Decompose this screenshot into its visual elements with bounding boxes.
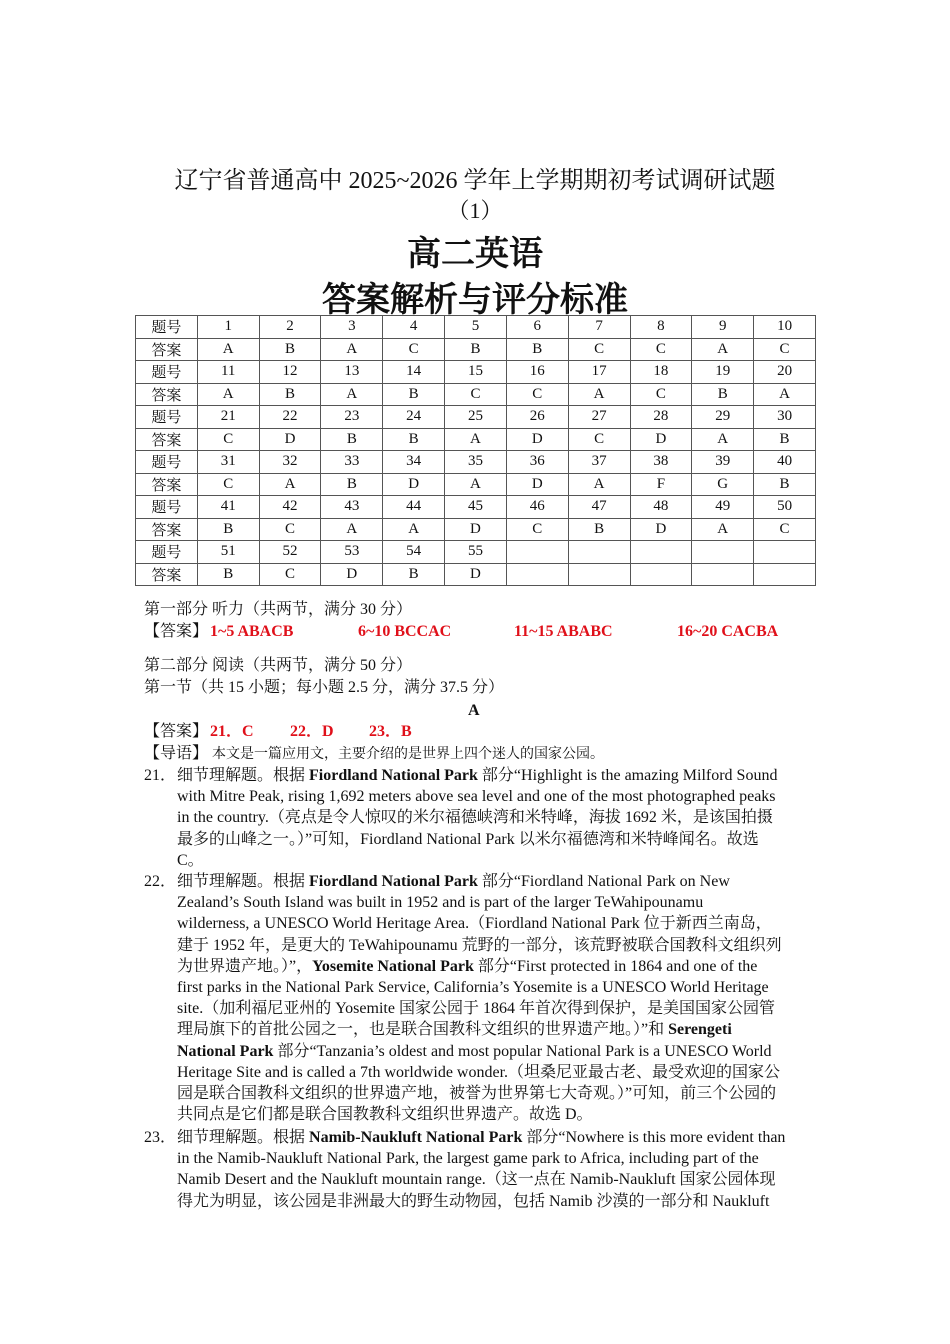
table-cell: C — [630, 338, 692, 361]
text-segment: Zealand’s South Island was built in 1952 and is part of the larger TeWahipounamu — [177, 894, 704, 912]
table-cell: D — [321, 563, 383, 586]
text-segment: 细节理解题。根据 — [177, 873, 310, 890]
table-cell — [630, 541, 692, 564]
table-cell: 18 — [630, 361, 692, 384]
table-cell: 6 — [506, 316, 568, 339]
table-cell: 15 — [445, 361, 507, 384]
table-cell: 13 — [321, 361, 383, 384]
text-segment: 建于 1952 年，是更大的 TeWahipounamu 荒野的一部分，该荒野被联合国教科文组织列 — [177, 936, 782, 954]
table-cell: A — [197, 338, 259, 361]
table-row — [136, 451, 816, 474]
row-header: 题号 — [136, 361, 198, 384]
table-cell: 3 — [321, 316, 383, 339]
table-row — [136, 541, 816, 564]
text-segment: wilderness, a UNESCO World Heritage Area.（Fiordland National Park 位于新西兰南岛， — [177, 915, 772, 933]
subject-title: 高二英语 — [407, 236, 543, 273]
text-segment: 细节理解题。根据 — [177, 767, 310, 784]
table-cell: A — [692, 518, 754, 541]
table-cell: D — [383, 473, 445, 496]
answer-table — [135, 315, 816, 586]
table-row — [136, 338, 816, 361]
table-cell: B — [754, 473, 816, 496]
explanation-line — [177, 1149, 759, 1169]
explanation-line — [177, 872, 730, 892]
table-cell: 29 — [692, 406, 754, 429]
table-cell — [568, 541, 630, 564]
table-cell: B — [259, 338, 321, 361]
table-cell: 24 — [383, 406, 445, 429]
table-cell — [506, 563, 568, 586]
park-name: Serengeti — [668, 1021, 732, 1039]
park-name: Fiordland National Park — [309, 873, 478, 890]
text-segment: Namib Desert and the Naukluft mountain range.（这一点在 Namib-Naukluft 国家公园体现 — [177, 1171, 776, 1189]
table-cell: 33 — [321, 451, 383, 474]
table-cell: 41 — [197, 496, 259, 519]
table-cell: B — [321, 473, 383, 496]
table-cell — [692, 541, 754, 564]
table-cell: C — [506, 518, 568, 541]
table-cell: A — [568, 473, 630, 496]
table-cell: 8 — [630, 316, 692, 339]
explanation-line — [177, 999, 775, 1019]
table-cell: B — [383, 428, 445, 451]
table-cell: 31 — [197, 451, 259, 474]
table-cell: 12 — [259, 361, 321, 384]
table-cell: 2 — [259, 316, 321, 339]
table-row — [136, 563, 816, 586]
passage-label: A — [468, 702, 480, 719]
table-cell: B — [321, 428, 383, 451]
doc-title: 辽宁省普通高中 2025~2026 学年上学期期初考试调研试题 — [174, 168, 776, 194]
table-cell: 21 — [197, 406, 259, 429]
explanation-line — [177, 1020, 732, 1040]
explanation-line — [177, 914, 772, 934]
table-cell: C — [445, 383, 507, 406]
part1-answer-label: 【答案】 — [144, 623, 209, 640]
text-segment: 部分“First protected in 1864 and one of the — [473, 957, 758, 975]
text-segment: with Mitre Peak, rising 1,692 meters above sea level and one of the most photographed peaks — [177, 788, 776, 806]
table-cell: 35 — [445, 451, 507, 474]
text-segment: Heritage Site and is called a 7th worldwide wonder.（坦桑尼亚最古老、最受欢迎的国家公 — [177, 1063, 781, 1081]
part1-answer-group: 1~5 ABACB — [210, 623, 294, 640]
table-cell: C — [197, 473, 259, 496]
table-cell: 27 — [568, 406, 630, 429]
explanation-line — [177, 1042, 772, 1062]
table-cell — [506, 541, 568, 564]
table-row — [136, 361, 816, 384]
table-cell: 17 — [568, 361, 630, 384]
table-row — [136, 473, 816, 496]
text-segment: 得尤为明显，该公园是非洲最大的野生动物园，包括 Namib 沙漠的一部分和 Naukluft — [177, 1192, 770, 1210]
row-header: 答案 — [136, 428, 198, 451]
table-cell: A — [445, 473, 507, 496]
table-cell: 30 — [754, 406, 816, 429]
explanation-line — [177, 787, 776, 807]
explanation-line — [177, 1084, 776, 1104]
table-cell: C — [754, 518, 816, 541]
table-cell: 52 — [259, 541, 321, 564]
table-cell: 48 — [630, 496, 692, 519]
table-cell: B — [445, 338, 507, 361]
guide-label: 【导语】 — [144, 745, 209, 762]
part1-heading: 第一部分 听力（共两节，满分 30 分） — [144, 601, 413, 618]
table-cell: 19 — [692, 361, 754, 384]
text-segment: C。 — [177, 851, 204, 869]
table-cell: C — [259, 563, 321, 586]
table-cell: 51 — [197, 541, 259, 564]
table-cell: A — [197, 383, 259, 406]
part2-answer: 23．B — [369, 723, 412, 740]
table-cell: 45 — [445, 496, 507, 519]
table-cell: D — [506, 473, 568, 496]
table-cell: 43 — [321, 496, 383, 519]
table-cell: A — [445, 428, 507, 451]
table-cell: B — [383, 383, 445, 406]
part2-answer: 22．D — [290, 723, 334, 740]
table-cell: A — [692, 338, 754, 361]
text-segment: 部分“Fiordland National Park on New — [477, 873, 730, 890]
explanation-line — [177, 957, 757, 977]
explanation-line — [177, 1128, 785, 1148]
text-segment: 部分“Highlight is the amazing Milford Sound — [477, 767, 778, 784]
table-cell — [754, 541, 816, 564]
explanation-line — [177, 808, 773, 828]
park-name: Yosemite National Park — [312, 957, 474, 975]
explanation-line — [177, 1192, 769, 1212]
explanation-line — [177, 893, 703, 913]
table-cell: A — [321, 383, 383, 406]
table-cell: C — [259, 518, 321, 541]
table-cell: 14 — [383, 361, 445, 384]
text-segment: 部分“Nowhere is this more evident than — [522, 1129, 786, 1146]
explanation-line — [177, 766, 777, 786]
park-name: Fiordland National Park — [309, 767, 478, 784]
table-cell: 47 — [568, 496, 630, 519]
table-cell: A — [568, 383, 630, 406]
question-number: 23． — [144, 1129, 177, 1146]
explanation-line — [177, 1170, 776, 1190]
table-row — [136, 383, 816, 406]
row-header: 题号 — [136, 496, 198, 519]
table-cell: 22 — [259, 406, 321, 429]
park-name: Namib-Naukluft National Park — [309, 1129, 523, 1146]
table-cell: 34 — [383, 451, 445, 474]
table-cell: D — [445, 563, 507, 586]
text-segment: 共同点是它们都是联合国教教科文组织世界遗产。故选 D。 — [177, 1106, 593, 1124]
table-cell: 42 — [259, 496, 321, 519]
table-cell: C — [568, 428, 630, 451]
table-cell: C — [568, 338, 630, 361]
table-cell: 7 — [568, 316, 630, 339]
table-cell — [630, 563, 692, 586]
table-cell: D — [259, 428, 321, 451]
row-header: 答案 — [136, 518, 198, 541]
table-cell: 39 — [692, 451, 754, 474]
table-cell: 11 — [197, 361, 259, 384]
park-name: National Park — [177, 1042, 274, 1060]
table-cell: 54 — [383, 541, 445, 564]
question-number: 22． — [144, 873, 177, 890]
table-cell: D — [445, 518, 507, 541]
part1-answer-group: 11~15 ABABC — [514, 623, 613, 640]
table-cell: D — [630, 428, 692, 451]
row-header: 答案 — [136, 563, 198, 586]
doc-subtitle: 答案解析与评分标准 — [322, 282, 628, 319]
table-cell: A — [321, 338, 383, 361]
table-cell: C — [383, 338, 445, 361]
explanation-line — [177, 936, 782, 956]
part2-answer-label: 【答案】 — [144, 723, 209, 740]
part2-heading: 第二部分 阅读（共两节，满分 50 分） — [144, 657, 413, 674]
table-cell: 20 — [754, 361, 816, 384]
table-row — [136, 316, 816, 339]
table-cell: D — [506, 428, 568, 451]
table-cell: F — [630, 473, 692, 496]
row-header: 题号 — [136, 541, 198, 564]
row-header: 答案 — [136, 383, 198, 406]
part2-answer: 21．C — [210, 723, 254, 740]
part1-answer-group: 6~10 BCCAC — [358, 623, 452, 640]
table-cell: 46 — [506, 496, 568, 519]
row-header: 答案 — [136, 338, 198, 361]
table-cell: 1 — [197, 316, 259, 339]
table-cell: 53 — [321, 541, 383, 564]
table-cell: 23 — [321, 406, 383, 429]
table-cell: 25 — [445, 406, 507, 429]
table-cell: B — [754, 428, 816, 451]
table-cell: 32 — [259, 451, 321, 474]
table-row — [136, 428, 816, 451]
table-cell: A — [383, 518, 445, 541]
table-cell: B — [197, 563, 259, 586]
text-segment: site.（加利福尼亚州的 Yosemite 国家公园于 1864 年首次得到保护，是美国国家公园管 — [177, 1000, 775, 1018]
table-cell: 38 — [630, 451, 692, 474]
table-cell: A — [259, 473, 321, 496]
table-cell: B — [383, 563, 445, 586]
table-row — [136, 518, 816, 541]
table-cell: C — [754, 338, 816, 361]
guide-text: 本文是一篇应用文，主要介绍的是世界上四个迷人的国家公园。 — [212, 746, 604, 762]
table-cell: 55 — [445, 541, 507, 564]
table-cell: D — [630, 518, 692, 541]
table-cell: B — [692, 383, 754, 406]
table-cell: G — [692, 473, 754, 496]
table-cell: 50 — [754, 496, 816, 519]
table-cell: C — [630, 383, 692, 406]
text-segment: 理局旗下的首批公园之一，也是联合国教科文组织的世界遗产地。）”和 — [177, 1021, 669, 1039]
text-segment: 细节理解题。根据 — [177, 1129, 310, 1146]
row-header: 题号 — [136, 316, 198, 339]
doc-title-number: （1） — [447, 198, 503, 223]
explanation-line — [177, 1063, 780, 1083]
part1-answer-group: 16~20 CACBA — [677, 623, 779, 640]
text-segment: first parks in the National Park Service, California’s Yosemite is a UNESCO World Heritage — [177, 979, 769, 996]
table-cell: 36 — [506, 451, 568, 474]
text-segment: 园是联合国教科文组织的世界遗产地，被誉为世界第七大奇观。）”可知，前三个公园的 — [177, 1085, 777, 1102]
text-segment: 为世界遗产地。）”， — [177, 957, 313, 975]
text-segment: 最多的山峰之一。）”可知，Fiordland National Park 以米尔福德湾和米特峰闻名。故选 — [177, 830, 759, 848]
row-header: 题号 — [136, 406, 198, 429]
table-cell: 26 — [506, 406, 568, 429]
table-cell: C — [506, 383, 568, 406]
table-cell — [692, 563, 754, 586]
table-cell: 10 — [754, 316, 816, 339]
table-cell: B — [259, 383, 321, 406]
table-cell: 16 — [506, 361, 568, 384]
text-segment: 部分“Tanzania’s oldest and most popular National Park is a UNESCO World — [273, 1042, 772, 1060]
table-cell: A — [321, 518, 383, 541]
table-cell: A — [754, 383, 816, 406]
explanation-line — [177, 830, 759, 850]
table-cell: 28 — [630, 406, 692, 429]
table-cell: 4 — [383, 316, 445, 339]
table-row — [136, 496, 816, 519]
table-row — [136, 406, 816, 429]
row-header: 答案 — [136, 473, 198, 496]
table-cell — [754, 563, 816, 586]
table-cell — [568, 563, 630, 586]
explanation-line — [177, 851, 204, 871]
part2-section: 第一节（共 15 小题；每小题 2.5 分，满分 37.5 分） — [144, 679, 505, 696]
table-cell: 44 — [383, 496, 445, 519]
table-cell: B — [506, 338, 568, 361]
table-cell: 9 — [692, 316, 754, 339]
table-cell: 5 — [445, 316, 507, 339]
text-segment: in the Namib-Naukluft National Park, the largest game park to Africa, including part of the — [177, 1150, 759, 1168]
table-cell: A — [692, 428, 754, 451]
table-cell: 49 — [692, 496, 754, 519]
table-cell: 40 — [754, 451, 816, 474]
explanation-line — [177, 978, 769, 998]
question-number: 21． — [144, 767, 177, 784]
text-segment: in the country.（亮点是令人惊叹的米尔福德峡湾和米特峰，海拔 1692 米，是该国拍摄 — [177, 809, 773, 827]
table-cell: B — [197, 518, 259, 541]
table-cell: C — [197, 428, 259, 451]
table-cell: 37 — [568, 451, 630, 474]
row-header: 题号 — [136, 451, 198, 474]
table-cell: B — [568, 518, 630, 541]
explanation-line — [177, 1105, 593, 1125]
